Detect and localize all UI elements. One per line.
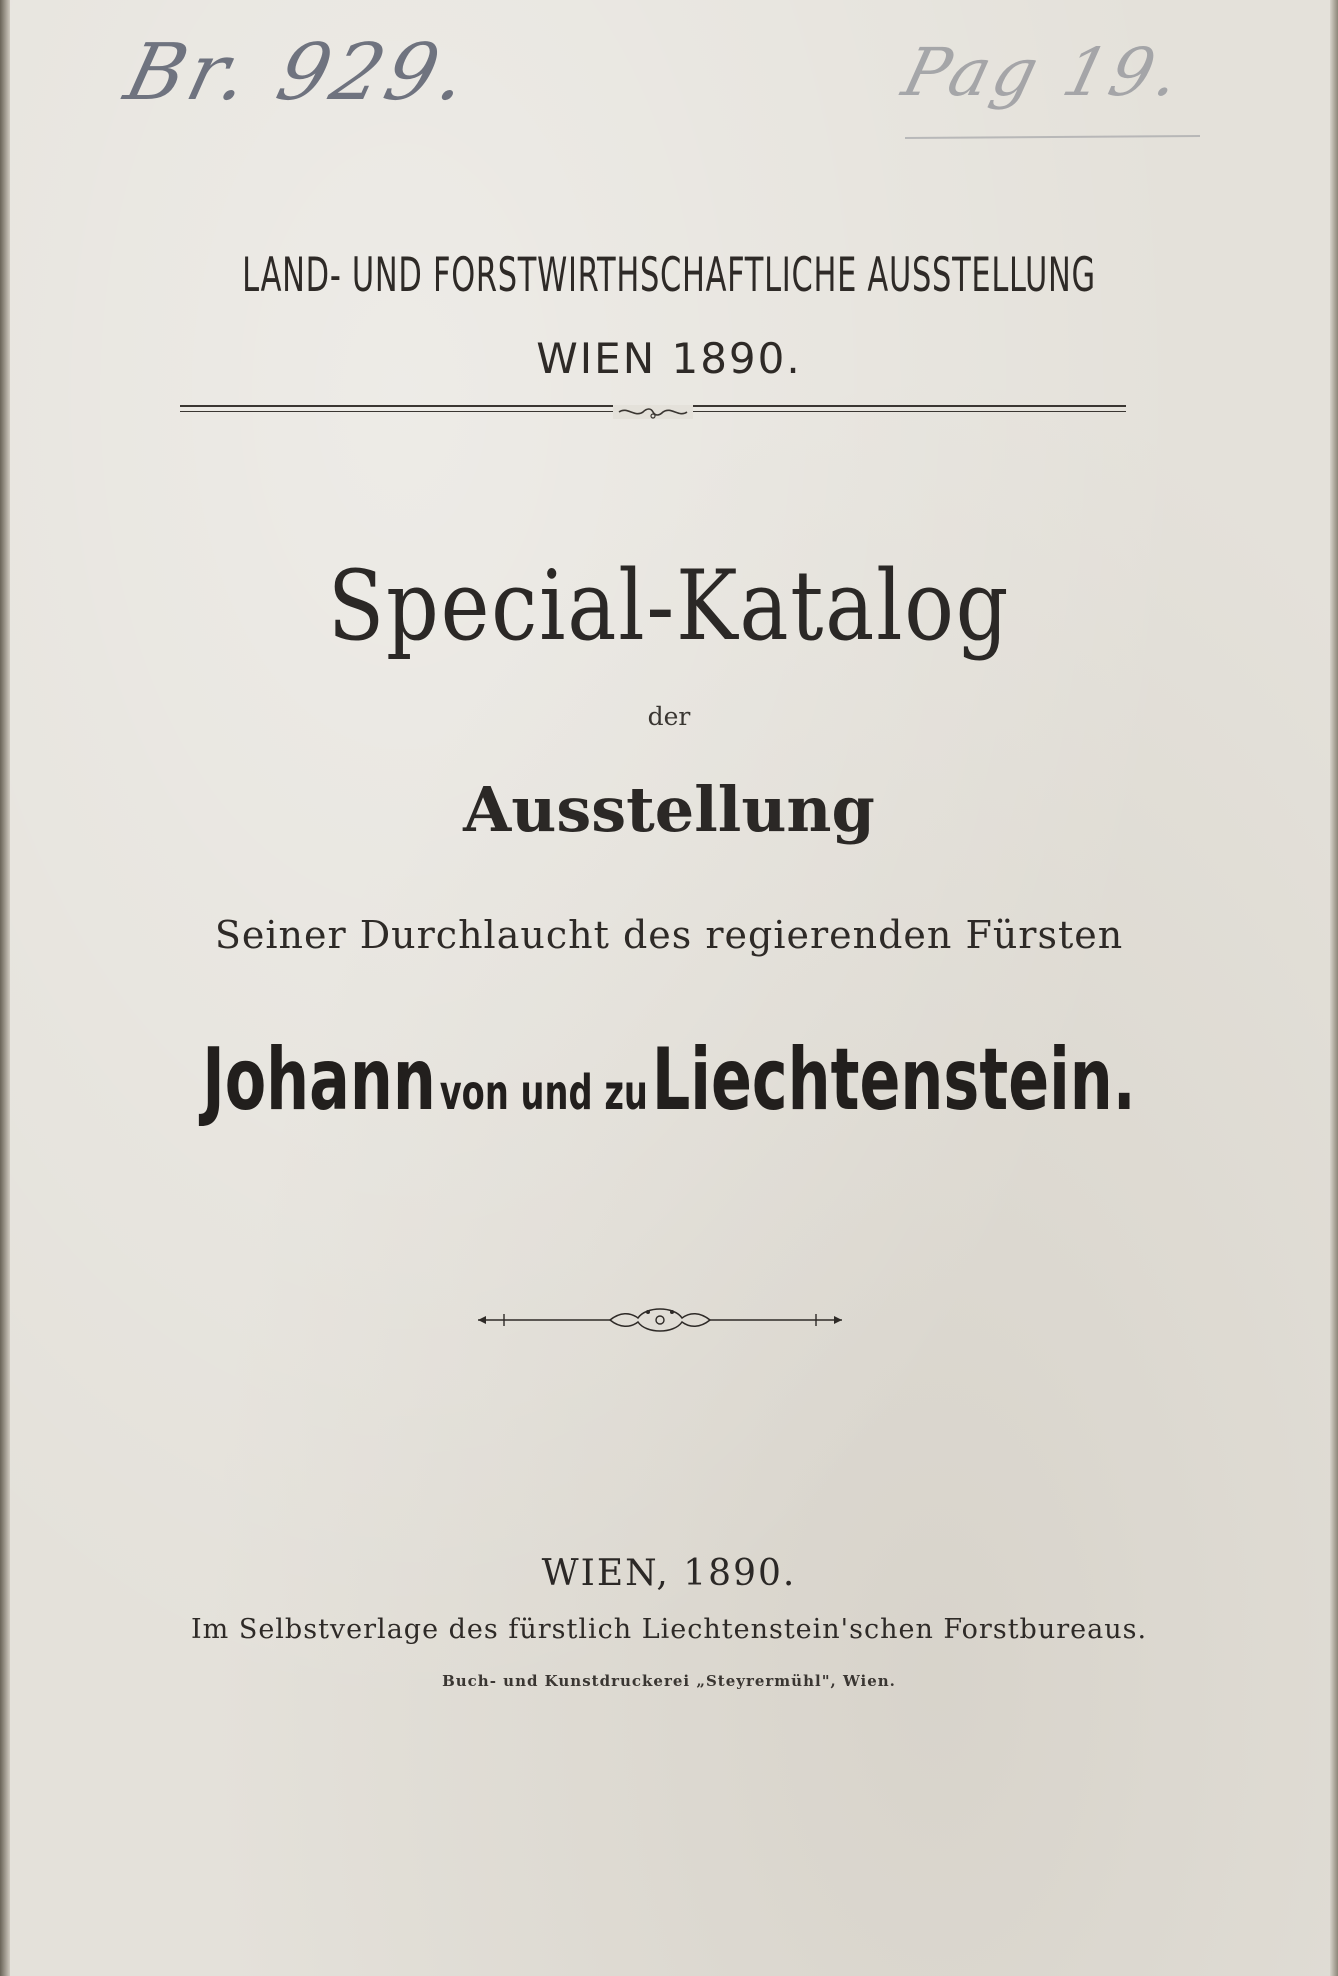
handwritten-underline [905,135,1200,139]
handwritten-page-number: Pag 19. [895,34,1192,111]
imprint-printer: Buch- und Kunstdruckerei „Steyrermühl", Wien. [442,1672,896,1690]
imprint-city-year: WIEN, 1890. [541,1553,797,1594]
dedication-line: Seiner Durchlaucht des regierenden Fürsten [214,913,1124,957]
prince-first-name: Johann [202,1030,436,1130]
title-connector: der [647,702,691,731]
prince-family-name: Liechtenstein. [651,1030,1136,1130]
flourish-ornament-icon [470,1298,850,1338]
exhibition-name: LAND- UND FORSTWIRTHSCHAFTLICHE AUSSTELLUNG [242,248,1096,303]
imprint-publisher: Im Selbstverlage des fürstlich Liechtenstein'schen Forstbureaus. [190,1614,1148,1645]
exhibition-city-year: WIEN 1890. [536,334,802,383]
handwritten-catalog-number: Br. 929. [116,28,481,118]
title-subject: Ausstellung [463,773,875,846]
prince-name [147,1030,1191,1130]
rule-ornament-icon [613,405,693,425]
prince-name-particle: von und zu [439,1065,648,1121]
double-rule-divider [180,403,1126,423]
catalog-title: Special-Katalog [327,550,1011,662]
center-ornament [470,1298,850,1338]
